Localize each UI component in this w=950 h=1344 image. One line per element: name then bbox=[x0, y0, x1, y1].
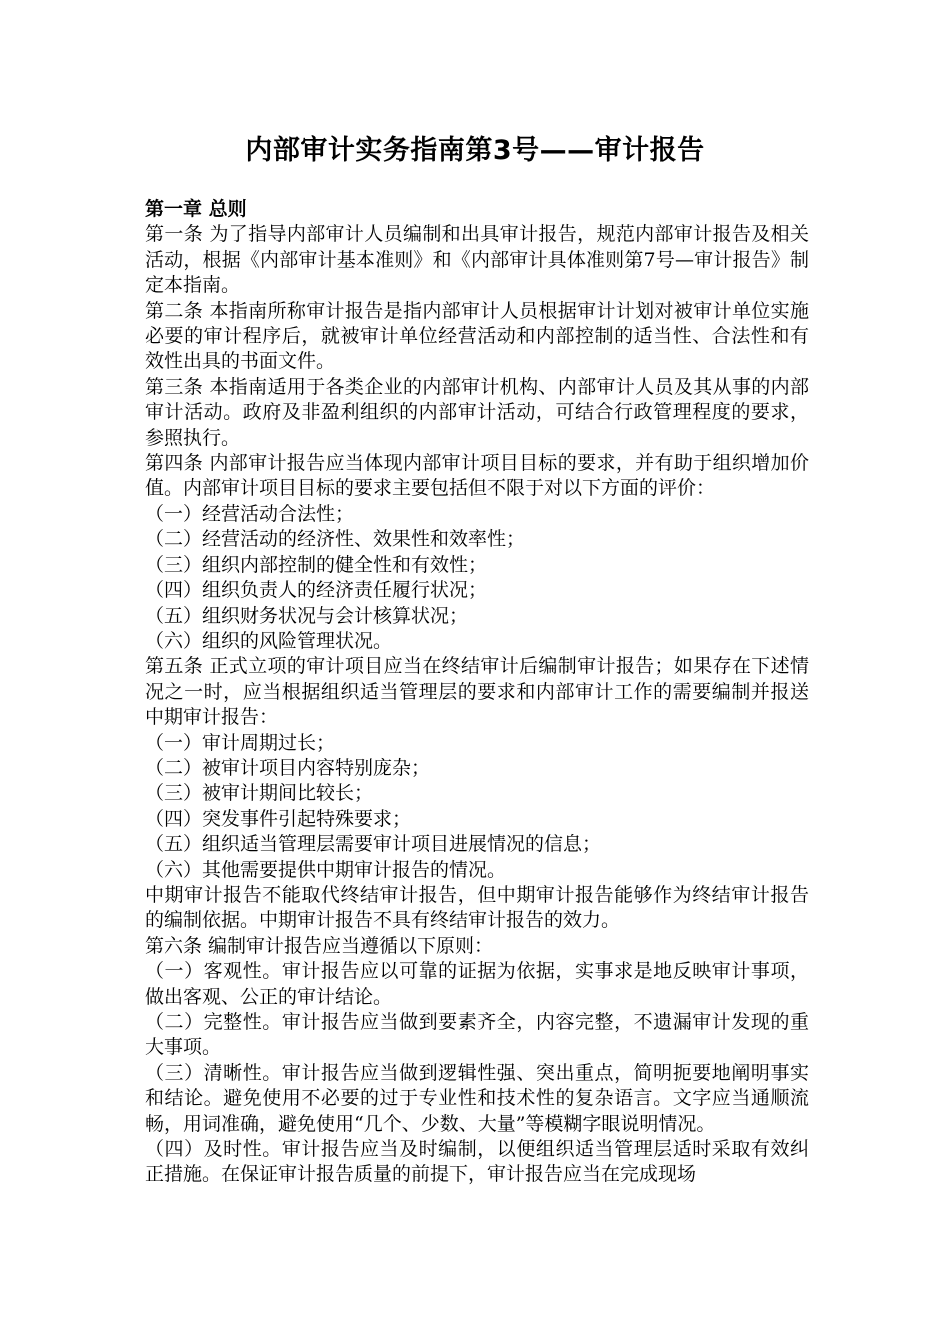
paragraph: 第六条 编制审计报告应当遵循以下原则： bbox=[145, 934, 494, 957]
list-item: （二）被审计项目内容特别庞杂； bbox=[145, 756, 431, 779]
list-item: （一）经营活动合法性； bbox=[145, 502, 355, 525]
list-item: （六）组织的风险管理状况。 bbox=[145, 629, 393, 652]
list-item: （三）组织内部控制的健全性和有效性； bbox=[145, 553, 488, 576]
paragraph: （三）清晰性。审计报告应当做到逻辑性强、突出重点，简明扼要地阐明事实和结论。避免使用不必要的过于专业性和技术性的复杂语言。文字应当通顺流畅，用词准确，避免使用“几个、少数、大量”等模糊字眼说明情况。 bbox=[145, 1061, 809, 1135]
paragraph: 第三条 本指南适用于各类企业的内部审计机构、内部审计人员及其从事的内部审计活动。政府及非盈利组织的内部审计活动，可结合行政管理程度的要求，参照执行。 bbox=[145, 375, 809, 449]
list-item: （四）组织负责人的经济责任履行状况； bbox=[145, 579, 488, 602]
paragraph: 第一条 为了指导内部审计人员编制和出具审计报告，规范内部审计报告及相关活动，根据《内部审计基本准则》和《内部审计具体准则第7号—审计报告》制定本指南。 bbox=[145, 223, 809, 297]
paragraph: （四）及时性。审计报告应当及时编制，以便组织适当管理层适时采取有效纠正措施。在保证审计报告质量的前提下，审计报告应当在完成现场 bbox=[145, 1138, 809, 1186]
document-body bbox=[145, 197, 809, 1188]
list-item: （四）突发事件引起特殊要求； bbox=[145, 807, 412, 830]
paragraph: 第四条 内部审计报告应当体现内部审计项目目标的要求，并有助于组织增加价值。内部审计项目目标的要求主要包括但不限于对以下方面的评价： bbox=[145, 452, 809, 500]
document-title: 内部审计实务指南第3号——审计报告 bbox=[245, 135, 705, 166]
list-item: （五）组织适当管理层需要审计项目进展情况的信息； bbox=[145, 833, 602, 856]
list-item: （一）审计周期过长； bbox=[145, 731, 336, 754]
list-item: （二）经营活动的经济性、效果性和效率性； bbox=[145, 528, 526, 551]
paragraph: （二）完整性。审计报告应当做到要素齐全，内容完整，不遗漏审计发现的重大事项。 bbox=[145, 1011, 809, 1059]
list-item: （六）其他需要提供中期审计报告的情况。 bbox=[145, 858, 507, 881]
list-item: （三）被审计期间比较长； bbox=[145, 782, 374, 805]
chapter-heading: 第一章 总则 bbox=[145, 198, 247, 220]
paragraph: 中期审计报告不能取代终结审计报告，但中期审计报告能够作为终结审计报告的编制依据。中期审计报告不具有终结审计报告的效力。 bbox=[145, 883, 809, 932]
paragraph: 第二条 本指南所称审计报告是指内部审计人员根据审计计划对被审计单位实施必要的审计程序后，就被审计单位经营活动和内部控制的适当性、合法性和有效性出具的书面文件。 bbox=[145, 299, 809, 373]
paragraph: 第五条 正式立项的审计项目应当在终结审计后编制审计报告；如果存在下述情况之一时，应当根据组织适当管理层的要求和内部审计工作的需要编制并报送中期审计报告： bbox=[145, 655, 809, 729]
paragraph: （一）客观性。审计报告应以可靠的证据为依据，实事求是地反映审计事项，做出客观、公正的审计结论。 bbox=[145, 960, 809, 1008]
list-item: （五）组织财务状况与会计核算状况； bbox=[145, 604, 469, 627]
